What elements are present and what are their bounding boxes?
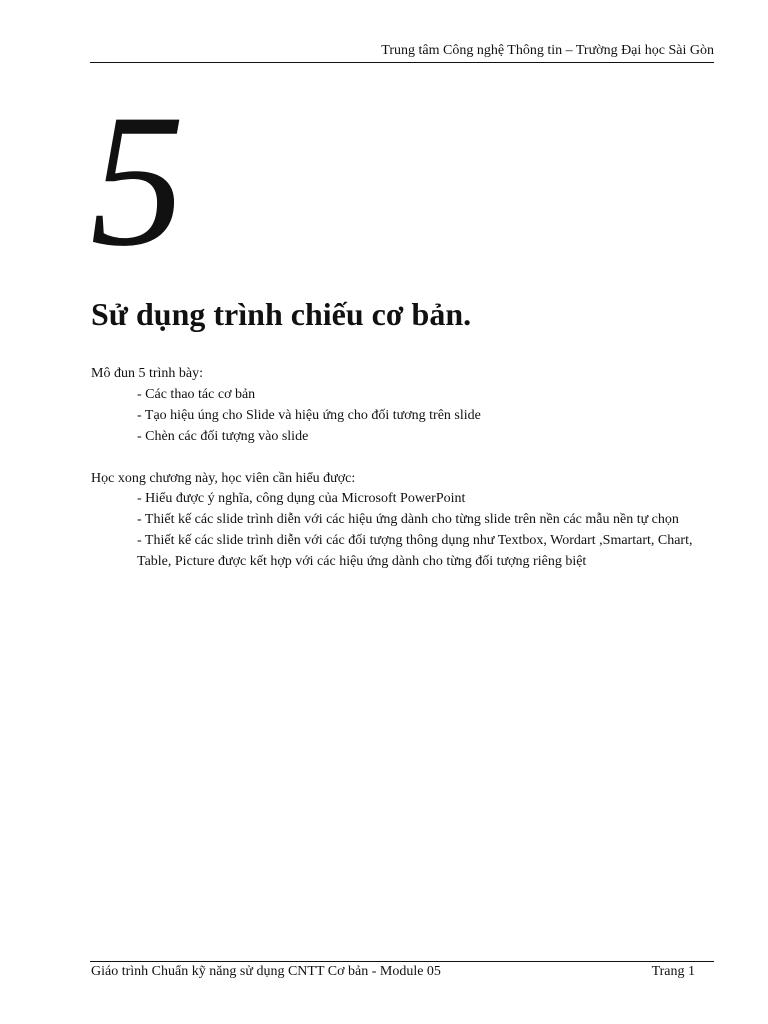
list-item: - Thiết kế các slide trình diễn với các hiệu ứng dành cho từng slide trên nền các mẫu nền tự chọn	[137, 512, 679, 527]
learning-outcomes-list	[91, 488, 714, 572]
chapter-title: Sử dụng trình chiếu cơ bản.	[91, 296, 472, 332]
learning-outcomes-intro: Học xong chương này, học viên cần hiểu được:	[91, 471, 356, 486]
list-item: - Các thao tác cơ bản	[137, 387, 256, 402]
page-header: Trung tâm Công nghệ Thông tin – Trường Đại học Sài Gòn	[381, 43, 714, 58]
footer-divider	[90, 961, 714, 962]
list-item: - Hiểu được ý nghĩa, công dụng của Microsoft PowerPoint	[137, 491, 466, 506]
module-overview-list	[91, 384, 714, 447]
list-item: - Chèn các đối tượng vào slide	[137, 429, 309, 444]
list-item: - Tạo hiệu úng cho Slide và hiệu ứng cho đối tương trên slide	[137, 408, 481, 423]
list-item: - Thiết kế các slide trình diễn với các đối tượng thông dụng như Textbox, Wordart ,Smartart, Chart, Table, Picture được kết hợp với các hiệu ứng dành cho từng đối tượng riêng biệt	[137, 533, 693, 569]
module-overview-intro: Mô đun 5 trình bày:	[91, 366, 203, 381]
chapter-number: 5	[90, 76, 185, 286]
header-divider	[90, 62, 714, 63]
module-overview-section	[91, 363, 714, 447]
learning-outcomes-section	[91, 470, 714, 572]
page-number: Trang 1	[651, 964, 695, 979]
footer-course-title: Giáo trình Chuẩn kỹ năng sử dụng CNTT Cơ bản - Module 05	[91, 964, 441, 979]
